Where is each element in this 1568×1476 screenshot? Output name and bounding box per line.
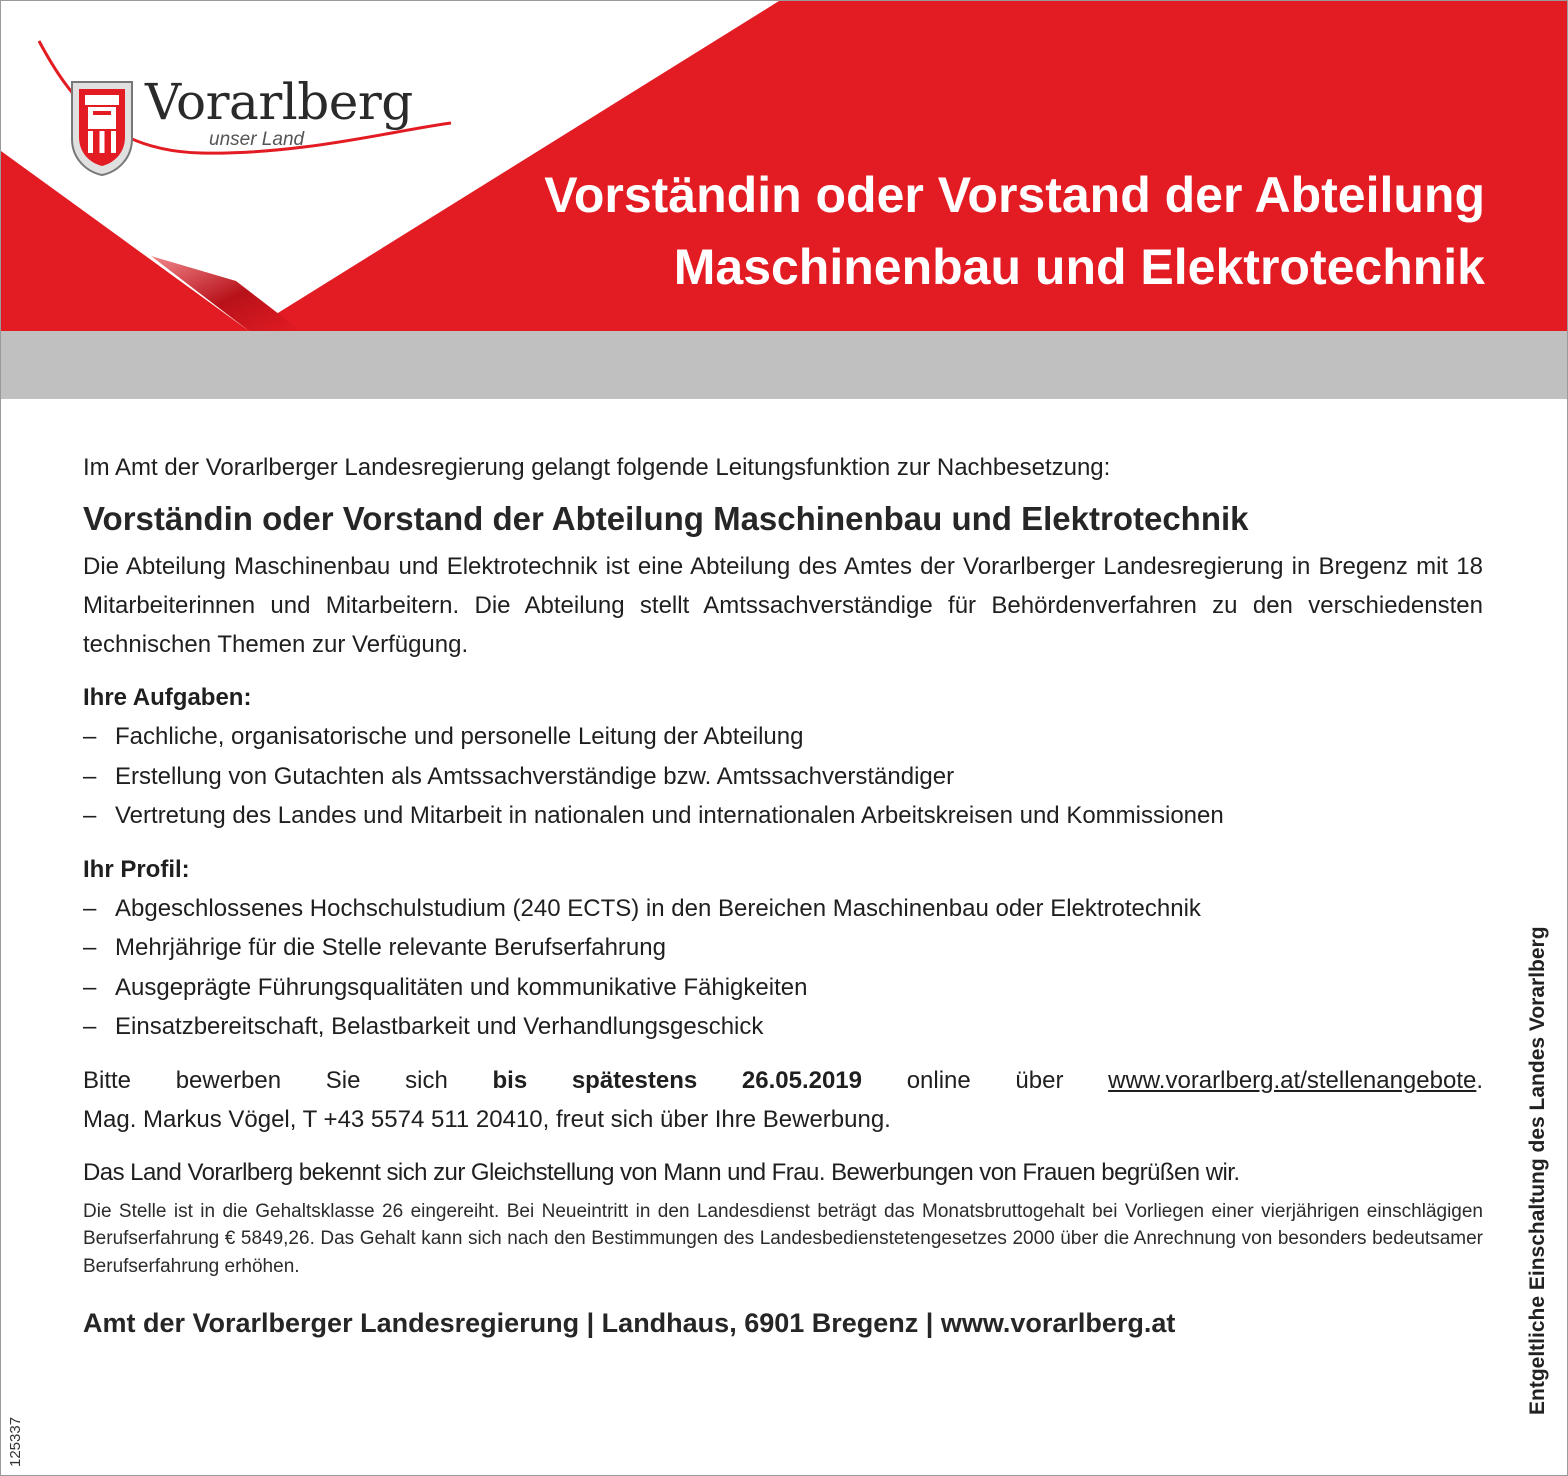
coat-of-arms-icon — [69, 79, 135, 177]
profile-text: Abgeschlossenes Hochschulstudium (240 ECTS) in den Bereichen Maschinenbau oder Elektrotechnik — [115, 894, 1201, 922]
list-item — [83, 796, 1483, 836]
list-item — [83, 717, 1483, 757]
intro-text: Im Amt der Vorarlberger Landesregierung gelangt folgende Leitungsfunktion zur Nachbesetzung: — [83, 454, 1111, 481]
apply-period: . — [1476, 1066, 1484, 1094]
list-item — [83, 889, 1483, 929]
profile-list — [83, 889, 1483, 1047]
dash-bullet: – — [83, 723, 97, 750]
vorarlberg-logo — [61, 73, 413, 183]
application-line — [83, 1061, 1483, 1100]
task-text: Fachliche, organisatorische und personelle Leitung der Abteilung — [115, 723, 804, 750]
tasks-heading: Ihre Aufgaben: — [83, 684, 252, 711]
logo-wordmark: Vorarlberg — [145, 73, 413, 131]
apply-deadline: bis spätestens 26.05.2019 — [492, 1066, 863, 1094]
grey-divider-band — [1, 331, 1567, 399]
salary-note: Die Stelle ist in die Gehaltsklasse 26 eingereiht. Bei Neueintritt in den Landesdienst beträgt das Monatsbruttogehalt bei Vorliegen einer vierjährigen einschlägigen Berufserfahrung € 5849,26. Das Gehalt kann sich nach den Bestimmungen des Landesbedienstetengesetzes 2000 über die Anrechnung von besonders bedeutsamer Berufserfahrung erhöhen. — [83, 1200, 1483, 1277]
profile-heading: Ihr Profil: — [83, 855, 190, 883]
equality-statement: Das Land Vorarlberg bekennt sich zur Gleichstellung von Mann und Frau. Bewerbungen von Frauen begrüßen wir. — [83, 1158, 1240, 1186]
department-description: Die Abteilung Maschinenbau und Elektrotechnik ist eine Abteilung des Amtes der Vorarlberger Landesregierung in Bregenz mit 18 Mitarbeiterinnen und Mitarbeitern. Die Abteilung stellt Amtssachverständige für Behördenverfahren zu den verschiedensten technischen Themen zur Verfügung. — [83, 553, 1483, 658]
reference-number: 125337 — [7, 1416, 24, 1467]
task-text: Erstellung von Gutachten als Amtssachverständige bzw. Amtssachverständiger — [115, 762, 955, 790]
contact-line: Mag. Markus Vögel, T +43 5574 511 20410, freut sich über Ihre Bewerbung. — [83, 1105, 891, 1133]
dash-bullet: – — [83, 973, 97, 1001]
dash-bullet: – — [83, 802, 97, 829]
profile-text: Einsatzbereitschaft, Belastbarkeit und Verhandlungsgeschick — [115, 1013, 764, 1040]
ad-body — [83, 453, 1483, 1340]
footer-address: Amt der Vorarlberger Landesregierung | Landhaus, 6901 Bregenz | www.vorarlberg.at — [83, 1308, 1176, 1338]
application-link[interactable]: www.vorarlberg.at/stellenangebote — [1108, 1066, 1477, 1094]
apply-text-online: online über — [906, 1066, 1064, 1094]
apply-text: Bitte bewerben Sie sich — [83, 1066, 448, 1094]
list-item — [83, 757, 1483, 797]
logo-tagline: unser Land — [209, 129, 305, 150]
list-item — [83, 1007, 1483, 1047]
banner-title-line2: Maschinenbau und Elektrotechnik — [673, 239, 1485, 295]
position-headline: Vorständin oder Vorstand der Abteilung Maschinenbau und Elektrotechnik — [83, 500, 1249, 537]
profile-text: Ausgeprägte Führungsqualitäten und kommunikative Fähigkeiten — [115, 973, 808, 1001]
profile-text: Mehrjährige für die Stelle relevante Berufserfahrung — [115, 934, 666, 961]
task-text: Vertretung des Landes und Mitarbeit in nationalen und internationalen Arbeitskreisen und Kommissionen — [115, 802, 1224, 829]
application-info — [83, 1061, 1483, 1139]
list-item — [83, 968, 1483, 1008]
dash-bullet: – — [83, 1013, 97, 1040]
banner-title-line1: Vorständin oder Vorstand der Abteilung — [544, 167, 1485, 223]
list-item — [83, 928, 1483, 968]
paid-insertion-note: Entgeltliche Einschaltung des Landes Vorarlberg — [1526, 926, 1549, 1415]
dash-bullet: – — [83, 934, 97, 961]
dash-bullet: – — [83, 894, 97, 922]
banner-title — [544, 159, 1485, 303]
tasks-list — [83, 717, 1483, 836]
dash-bullet: – — [83, 762, 97, 790]
